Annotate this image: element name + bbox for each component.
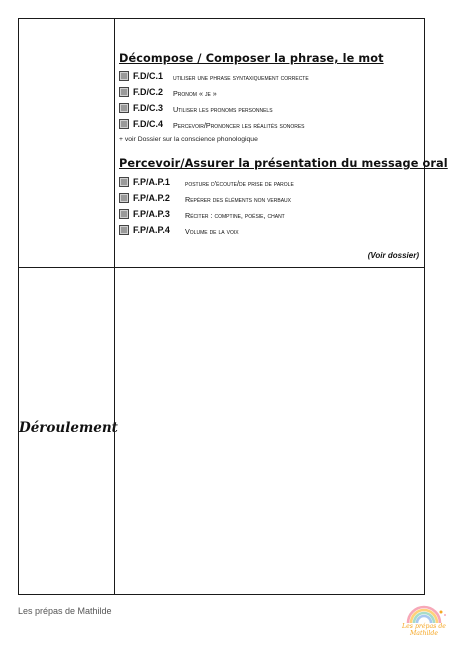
competence-code: F.D/C.2 — [133, 87, 164, 97]
deroulement-label-cell — [18, 267, 118, 595]
phonology-note: + voir Dossier sur la conscience phonologique — [119, 136, 258, 143]
competence-code: F.P/A.P.3 — [133, 209, 170, 219]
logo-text-line2: Mathilde — [409, 630, 439, 637]
rainbow-icon — [396, 603, 452, 625]
competence-row[interactable] — [119, 103, 163, 113]
deroulement-label: Déroulement — [19, 420, 118, 436]
checkbox[interactable] — [119, 119, 129, 129]
competence-code: F.P/A.P.4 — [133, 225, 170, 235]
footer-credit: Les prépas de Mathilde — [18, 606, 112, 616]
section-title-decompose: Décompose / Composer la phrase, le mot — [119, 52, 384, 65]
competence-row[interactable] — [119, 193, 170, 203]
competence-code: F.P/A.P.1 — [133, 177, 170, 187]
lesson-sheet-table — [18, 18, 448, 595]
checkbox[interactable] — [119, 209, 129, 219]
competence-desc: Volume de la voix — [185, 227, 239, 236]
checkbox[interactable] — [119, 71, 129, 81]
logo — [396, 603, 452, 643]
competence-desc: Percevoir/Prononcer les réalités sonores — [173, 121, 305, 130]
competence-row[interactable] — [119, 177, 170, 187]
competence-desc: Pronom « je » — [173, 89, 217, 98]
checkbox[interactable] — [119, 87, 129, 97]
competence-desc: Repérer des éléments non verbaux — [185, 195, 291, 204]
section-title-percevoir: Percevoir/Assurer la présentation du message oral — [119, 157, 448, 170]
checkbox[interactable] — [119, 103, 129, 113]
competence-desc: utiliser une phrase syntaxiquement correcte — [173, 73, 309, 82]
competence-code: F.D/C.1 — [133, 71, 164, 81]
competence-desc: Réciter : comptine, poésie, chant — [185, 211, 285, 220]
competence-row[interactable] — [119, 71, 163, 81]
competence-desc: posture d'écoute/de prise de parole — [185, 179, 294, 188]
checkbox[interactable] — [119, 193, 129, 203]
competence-desc: Utiliser les pronoms personnels — [173, 105, 273, 114]
competences-cell — [114, 18, 448, 268]
competence-row[interactable] — [119, 87, 163, 97]
voir-dossier-link[interactable]: (Voir dossier) — [367, 251, 419, 260]
logo-text-line1: Les prépas de — [402, 623, 446, 630]
top-left-cell — [18, 18, 115, 268]
competence-row[interactable] — [119, 119, 163, 129]
competence-code: F.D/C.3 — [133, 103, 164, 113]
competence-code: F.D/C.4 — [133, 119, 164, 129]
checkbox[interactable] — [119, 225, 129, 235]
deroulement-content-cell[interactable] — [114, 267, 425, 595]
competence-code: F.P/A.P.2 — [133, 193, 170, 203]
checkbox[interactable] — [119, 177, 129, 187]
competence-row[interactable] — [119, 225, 170, 235]
competence-row[interactable] — [119, 209, 170, 219]
